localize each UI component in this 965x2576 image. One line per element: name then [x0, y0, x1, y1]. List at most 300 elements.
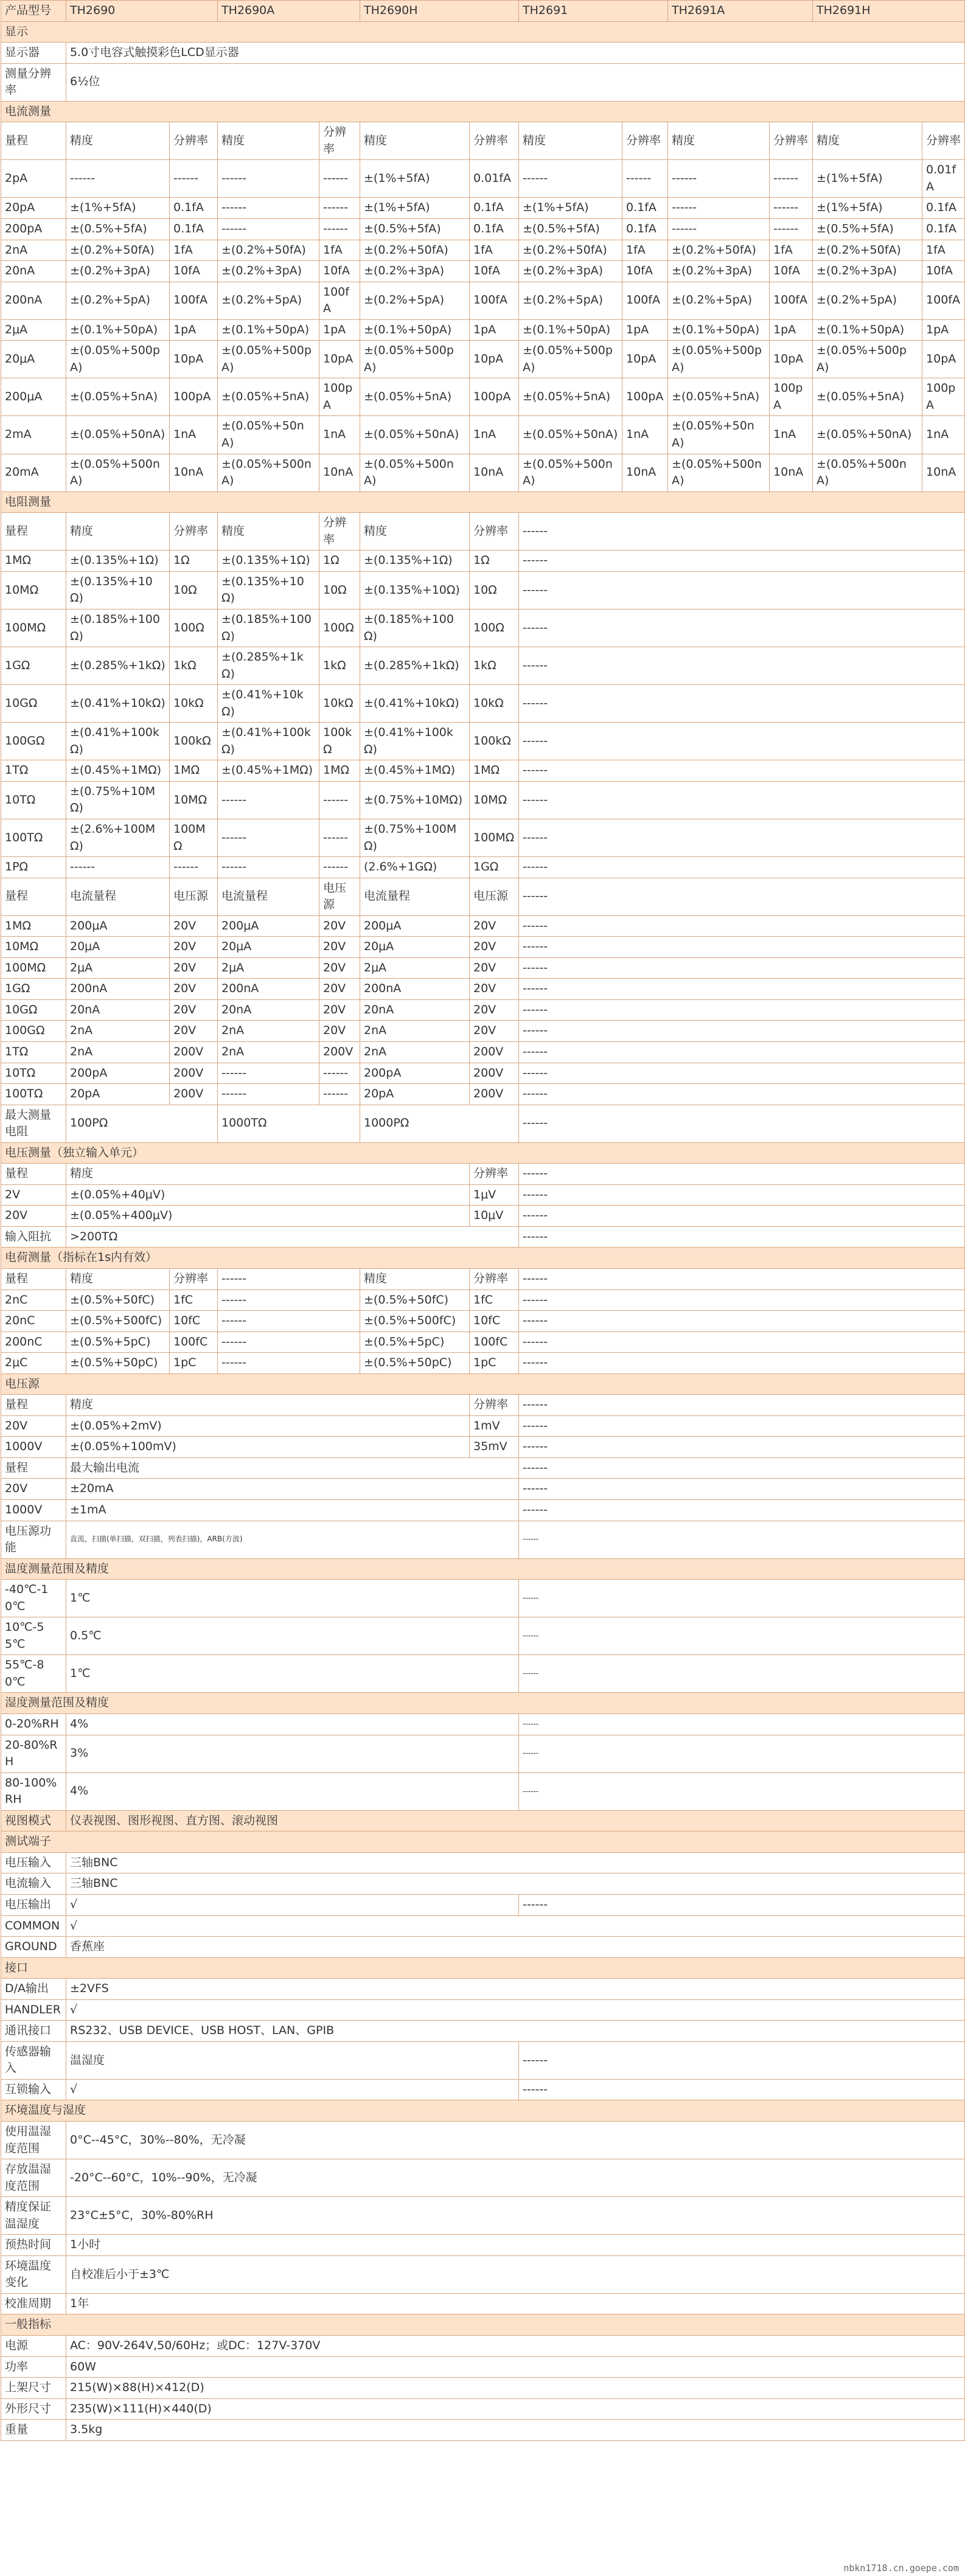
spec-value-cell: 1μV [470, 1184, 519, 1206]
spec-value-cell: 20pA [360, 1084, 470, 1105]
spec-value-cell: 100fA [470, 282, 519, 319]
spec-value-cell: 100fA [170, 282, 218, 319]
spec-value-cell: 10kΩ [170, 685, 218, 723]
spec-value-cell: ------ [319, 857, 360, 878]
row-label-cell: 功率 [1, 2356, 66, 2378]
spec-row [1, 1184, 965, 1206]
row-label-cell: 2μA [1, 319, 66, 341]
spec-value-cell: ±(0.05%+500pA) [218, 341, 319, 378]
spec-value-cell: 1fA [770, 240, 813, 261]
spec-value-cell: ±(0.45%+1MΩ) [360, 760, 470, 782]
spec-row [1, 760, 965, 782]
row-label-cell: 10TΩ [1, 1063, 66, 1084]
spec-value-cell: 5.0寸电容式触摸彩色LCD显示器 [66, 43, 965, 64]
spec-value-cell: 100fA [922, 282, 965, 319]
spec-row [1, 1580, 965, 1617]
spec-value-cell: 200V [170, 1084, 218, 1105]
spec-value-cell: 1000PΩ [360, 1105, 519, 1142]
spec-value-cell: 200V [470, 1041, 519, 1063]
spec-value-cell: 200V [470, 1063, 519, 1084]
section-header-row [1, 1831, 965, 1853]
spec-value-cell: ±(0.05%+5nA) [519, 378, 622, 416]
spec-value-cell: ------ [319, 198, 360, 219]
row-label-cell: 电压输入 [1, 1852, 66, 1873]
spec-value-cell: ±(0.1%+50pA) [218, 319, 319, 341]
spec-value-cell: 1fA [319, 240, 360, 261]
spec-row [1, 1617, 965, 1655]
spec-row [1, 2398, 965, 2420]
spec-value-cell: 100PΩ [66, 1105, 218, 1142]
spec-value-cell: ------ [519, 1772, 965, 1810]
spec-value-cell: TH2691H [813, 1, 965, 22]
row-label-cell: 互锁输入 [1, 2079, 66, 2100]
spec-value-cell: ±(0.285%+1kΩ) [218, 647, 319, 685]
spec-value-cell: 分辨率 [922, 122, 965, 160]
spec-value-cell: 分辨率 [770, 122, 813, 160]
spec-value-cell: ------ [770, 198, 813, 219]
spec-value-cell: 温湿度 [66, 2041, 519, 2079]
spec-row [1, 513, 965, 550]
spec-value-cell: ±(0.1%+50pA) [66, 319, 170, 341]
row-label-cell: 10TΩ [1, 781, 66, 819]
spec-value-cell: ------ [218, 1331, 360, 1353]
row-label-cell: 1MΩ [1, 915, 66, 937]
spec-row [1, 2255, 965, 2293]
row-label-cell: HANDLER [1, 1999, 66, 2021]
spec-value-cell: ±(0.2%+5pA) [66, 282, 170, 319]
spec-value-cell: 20V [470, 937, 519, 958]
spec-value-cell: ------ [519, 1714, 965, 1735]
spec-row [1, 1269, 965, 1290]
spec-value-cell: ------ [519, 1457, 965, 1479]
spec-value-cell: 1pA [170, 319, 218, 341]
spec-value-cell: ------ [519, 609, 965, 647]
row-label-cell: GROUND [1, 1937, 66, 1958]
spec-value-cell: ------ [519, 1226, 965, 1248]
spec-value-cell: ------ [218, 1353, 360, 1374]
spec-value-cell: ±(0.185%+100Ω) [66, 609, 170, 647]
spec-value-cell: 1nA [922, 416, 965, 454]
row-label-cell: 通讯接口 [1, 2021, 66, 2042]
spec-value-cell: ------ [519, 1735, 965, 1772]
spec-row [1, 1999, 965, 2021]
spec-value-cell: -20°C--60°C，10%--90%，无冷凝 [66, 2159, 965, 2197]
spec-value-cell: 20μA [218, 937, 319, 958]
spec-value-cell: 10fC [470, 1311, 519, 1332]
row-label-cell: 测试端子 [1, 1831, 965, 1853]
spec-value-cell: 10kΩ [319, 685, 360, 723]
section-header-row [1, 1142, 965, 1164]
row-label-cell: 显示器 [1, 43, 66, 64]
spec-row [1, 1979, 965, 2000]
spec-value-cell: 4% [66, 1714, 519, 1735]
spec-value-cell: ------ [66, 160, 170, 198]
spec-value-cell: 10MΩ [470, 781, 519, 819]
spec-value-cell: ±(1%+5fA) [360, 198, 470, 219]
spec-value-cell: ±(0.2%+50fA) [813, 240, 922, 261]
spec-value-cell: TH2690 [66, 1, 218, 22]
spec-row [1, 198, 965, 219]
spec-row [1, 454, 965, 491]
spec-value-cell: ±(0.05%+500pA) [813, 341, 922, 378]
spec-row [1, 416, 965, 454]
spec-value-cell: 20V [470, 915, 519, 937]
row-label-cell: 外形尺寸 [1, 2398, 66, 2420]
spec-row [1, 2197, 965, 2235]
spec-value-cell: ±(0.185%+100Ω) [360, 609, 470, 647]
spec-value-cell: 200pA [66, 1063, 170, 1084]
section-header-row [1, 2314, 965, 2336]
spec-row [1, 2041, 965, 2079]
row-label-cell: -40℃-10℃ [1, 1580, 66, 1617]
spec-value-cell: ±(0.5%+5fA) [519, 219, 622, 240]
spec-value-cell: 10nA [922, 454, 965, 491]
spec-value-cell: 10pA [319, 341, 360, 378]
row-label-cell: 电压源 [1, 1373, 965, 1395]
spec-row [1, 2356, 965, 2378]
spec-row [1, 979, 965, 1000]
spec-value-cell: ±(0.05%+500pA) [519, 341, 622, 378]
row-label-cell: 电源 [1, 2335, 66, 2356]
spec-value-cell: 10pA [170, 341, 218, 378]
spec-value-cell: ------ [218, 1269, 360, 1290]
spec-value-cell: 100MΩ [170, 819, 218, 856]
spec-value-cell: ±(0.2%+3pA) [66, 261, 170, 282]
spec-value-cell: 1pA [622, 319, 668, 341]
spec-value-cell: 200μA [360, 915, 470, 937]
spec-value-cell: √ [66, 1894, 519, 1915]
spec-table-body [1, 1, 965, 2441]
spec-value-cell: ------ [519, 1353, 965, 1374]
spec-value-cell: ±(0.05%+2mV) [66, 1415, 470, 1437]
spec-value-cell: TH2691 [519, 1, 668, 22]
spec-value-cell: 电流量程 [66, 878, 170, 915]
spec-value-cell: ±(0.41%+10kΩ) [66, 685, 170, 723]
spec-value-cell: 10μV [470, 1206, 519, 1227]
spec-value-cell: 0°C--45°C，30%--80%，无冷凝 [66, 2121, 965, 2159]
spec-value-cell: 精度 [360, 122, 470, 160]
spec-value-cell: 20V [170, 999, 218, 1021]
row-label-cell: 1000V [1, 1500, 66, 1521]
spec-value-cell: ------ [519, 957, 965, 979]
spec-value-cell: 精度 [813, 122, 922, 160]
row-label-cell: 湿度测量范围及精度 [1, 1693, 965, 1714]
spec-row [1, 1395, 965, 1416]
spec-row [1, 282, 965, 319]
spec-row [1, 1500, 965, 1521]
spec-row [1, 1894, 965, 1915]
row-label-cell: 10MΩ [1, 571, 66, 609]
row-label-cell: 20V [1, 1479, 66, 1500]
spec-value-cell: 分辨率 [470, 1269, 519, 1290]
spec-value-cell: ------ [770, 219, 813, 240]
spec-row [1, 647, 965, 685]
spec-row [1, 915, 965, 937]
spec-value-cell: 1nA [170, 416, 218, 454]
spec-row [1, 1457, 965, 1479]
spec-value-cell: 分辨率 [170, 513, 218, 550]
spec-value-cell: ±(1%+5fA) [813, 160, 922, 198]
section-header-row [1, 1810, 965, 1831]
spec-value-cell: 100pA [470, 378, 519, 416]
spec-value-cell: ------ [519, 1415, 965, 1437]
row-label-cell: 预热时间 [1, 2235, 66, 2256]
spec-row [1, 1937, 965, 1958]
spec-value-cell: 精度 [66, 1164, 470, 1185]
spec-value-cell: 分辨率 [319, 122, 360, 160]
row-label-cell: 量程 [1, 1457, 66, 1479]
spec-row [1, 1479, 965, 1500]
spec-value-cell: 分辨率 [170, 122, 218, 160]
spec-value-cell: 1kΩ [319, 647, 360, 685]
row-label-cell: 80-100%RH [1, 1772, 66, 1810]
spec-row [1, 319, 965, 341]
row-label-cell: 电阻测量 [1, 491, 965, 513]
spec-value-cell: 10pA [622, 341, 668, 378]
section-header-row [1, 1248, 965, 1269]
spec-value-cell: ±(0.41%+10kΩ) [218, 685, 319, 723]
spec-value-cell: 1MΩ [170, 760, 218, 782]
spec-value-cell: ±(1%+5fA) [813, 198, 922, 219]
spec-value-cell: 20V [170, 979, 218, 1000]
spec-value-cell: 1pC [170, 1353, 218, 1374]
spec-value-cell: ------ [519, 1617, 965, 1655]
spec-value-cell: ±(0.5%+5pC) [360, 1331, 470, 1353]
row-label-cell: 20pA [1, 198, 66, 219]
spec-value-cell: 3.5kg [66, 2420, 965, 2441]
row-label-cell: 55℃-80℃ [1, 1655, 66, 1693]
row-label-cell: 20mA [1, 454, 66, 491]
spec-value-cell: ------ [519, 1164, 965, 1185]
spec-value-cell: 0.1fA [470, 198, 519, 219]
spec-value-cell: 1nA [319, 416, 360, 454]
row-label-cell: 200μA [1, 378, 66, 416]
spec-value-cell: ------ [519, 1063, 965, 1084]
spec-row [1, 1105, 965, 1142]
spec-value-cell: ------ [519, 915, 965, 937]
row-label-cell: 100GΩ [1, 1021, 66, 1042]
spec-row [1, 685, 965, 723]
row-label-cell: 视图模式 [1, 1810, 66, 1831]
spec-value-cell: ------ [622, 160, 668, 198]
spec-value-cell: ±(0.135%+1Ω) [360, 550, 470, 572]
row-label-cell: 量程 [1, 878, 66, 915]
row-label-cell: 最大测量电阻 [1, 1105, 66, 1142]
spec-value-cell: ------ [519, 878, 965, 915]
row-label-cell: 一般指标 [1, 2314, 965, 2336]
spec-value-cell: 100fC [470, 1331, 519, 1353]
spec-value-cell: 35mV [470, 1437, 519, 1458]
spec-row [1, 609, 965, 647]
spec-value-cell: ±(0.2%+50fA) [668, 240, 770, 261]
spec-row [1, 219, 965, 240]
row-label-cell: 1000V [1, 1437, 66, 1458]
spec-value-cell: ------ [519, 1521, 965, 1558]
section-header-row [1, 1373, 965, 1395]
spec-value-cell: ------ [519, 1269, 965, 1290]
spec-value-cell: ±(0.05%+5nA) [66, 378, 170, 416]
spec-value-cell: ±(0.2%+50fA) [360, 240, 470, 261]
spec-value-cell: 自校准后小于±3℃ [66, 2255, 965, 2293]
spec-row [1, 2121, 965, 2159]
spec-value-cell: ±(0.41%+10kΩ) [360, 685, 470, 723]
spec-value-cell: 1Ω [170, 550, 218, 572]
spec-value-cell: TH2691A [668, 1, 813, 22]
row-label-cell: 上架尺寸 [1, 2378, 66, 2399]
spec-value-cell: ±(0.05%+5nA) [218, 378, 319, 416]
spec-value-cell: ±(0.285%+1kΩ) [360, 647, 470, 685]
spec-value-cell: 100fA [770, 282, 813, 319]
row-label-cell: 温度测量范围及精度 [1, 1558, 965, 1580]
spec-value-cell: ±(1%+5fA) [519, 198, 622, 219]
spec-value-cell: ±(0.2%+5pA) [813, 282, 922, 319]
spec-value-cell: 20V [319, 999, 360, 1021]
row-label-cell: 电流测量 [1, 101, 965, 122]
spec-value-cell: ------ [519, 1437, 965, 1458]
spec-value-cell: ------ [519, 1331, 965, 1353]
spec-value-cell: 精度 [66, 122, 170, 160]
spec-value-cell: 1Ω [470, 550, 519, 572]
spec-value-cell: ------ [519, 937, 965, 958]
row-label-cell: 1TΩ [1, 1041, 66, 1063]
spec-value-cell: ±(0.05%+50nA) [813, 416, 922, 454]
spec-value-cell: 2μA [218, 957, 319, 979]
spec-value-cell: AC：90V-264V,50/60Hz；或DC：127V-370V [66, 2335, 965, 2356]
spec-value-cell: ±(0.05%+400μV) [66, 1206, 470, 1227]
spec-value-cell: ------ [519, 647, 965, 685]
spec-value-cell: ------ [668, 160, 770, 198]
spec-value-cell: 1pA [319, 319, 360, 341]
spec-value-cell: 100fC [170, 1331, 218, 1353]
row-label-cell: 显示 [1, 21, 965, 43]
spec-row [1, 1714, 965, 1735]
spec-value-cell: 20V [319, 1021, 360, 1042]
spec-value-cell: ±(0.5%+500fC) [66, 1311, 170, 1332]
spec-value-cell: 20V [170, 957, 218, 979]
spec-value-cell: 10fA [770, 261, 813, 282]
spec-value-cell: 10pA [470, 341, 519, 378]
spec-row [1, 2159, 965, 2197]
spec-value-cell: ±(0.1%+50pA) [813, 319, 922, 341]
spec-value-cell: 1fA [622, 240, 668, 261]
spec-value-cell: 10fA [319, 261, 360, 282]
spec-value-cell: 0.01fA [922, 160, 965, 198]
row-label-cell: 1MΩ [1, 550, 66, 572]
spec-value-cell: 10pA [770, 341, 813, 378]
row-label-cell: 量程 [1, 1269, 66, 1290]
spec-value-cell: 20V [170, 937, 218, 958]
spec-row [1, 63, 965, 101]
spec-value-cell: ------ [519, 819, 965, 856]
spec-value-cell: 100pA [770, 378, 813, 416]
spec-table [1, 0, 965, 2441]
spec-value-cell: 分辨率 [470, 122, 519, 160]
row-label-cell: 电压输出 [1, 1894, 66, 1915]
row-label-cell: 1GΩ [1, 979, 66, 1000]
spec-value-cell: 1pA [770, 319, 813, 341]
spec-value-cell: 1fA [922, 240, 965, 261]
row-label-cell: 传感器输入 [1, 2041, 66, 2079]
spec-value-cell: ±(0.05%+40μV) [66, 1184, 470, 1206]
spec-value-cell: 1fA [170, 240, 218, 261]
spec-value-cell: 200μA [218, 915, 319, 937]
spec-value-cell: 1nA [770, 416, 813, 454]
spec-value-cell: ------ [519, 2079, 965, 2100]
spec-value-cell: 1fC [170, 1290, 218, 1311]
spec-value-cell: ±(0.1%+50pA) [668, 319, 770, 341]
spec-value-cell: 200V [170, 1063, 218, 1084]
spec-value-cell: ±2VFS [66, 1979, 965, 2000]
spec-value-cell: 10nA [770, 454, 813, 491]
spec-value-cell: ±(0.285%+1kΩ) [66, 647, 170, 685]
spec-value-cell: 10pA [922, 341, 965, 378]
spec-value-cell: ±(0.05%+5nA) [668, 378, 770, 416]
spec-value-cell: 精度 [66, 1269, 170, 1290]
spec-value-cell: ------ [519, 1105, 965, 1142]
spec-value-cell: ------ [218, 781, 319, 819]
spec-value-cell: 20pA [66, 1084, 170, 1105]
spec-value-cell: 10fA [470, 261, 519, 282]
row-label-cell: 20μA [1, 341, 66, 378]
spec-value-cell: 精度 [66, 1395, 470, 1416]
spec-value-cell: ±(2.6%+100MΩ) [66, 819, 170, 856]
row-label-cell: 10GΩ [1, 999, 66, 1021]
spec-value-cell: ------ [218, 1290, 360, 1311]
spec-value-cell: ------ [519, 1041, 965, 1063]
spec-value-cell: ±(0.5%+50fC) [66, 1290, 170, 1311]
row-label-cell: 100TΩ [1, 819, 66, 856]
spec-value-cell: 200nA [218, 979, 319, 1000]
spec-value-cell: 2nA [218, 1021, 319, 1042]
row-label-cell: 电荷测量（指标在1s内有效） [1, 1248, 965, 1269]
row-label-cell: 接口 [1, 1957, 965, 1979]
spec-row [1, 819, 965, 856]
spec-value-cell: ±(0.185%+100Ω) [218, 609, 319, 647]
spec-value-cell: ------ [519, 999, 965, 1021]
spec-value-cell: ------ [519, 1894, 965, 1915]
spec-value-cell: 0.1fA [170, 198, 218, 219]
spec-value-cell: 100pA [922, 378, 965, 416]
spec-value-cell: 6½位 [66, 63, 965, 101]
spec-value-cell: ±(0.05%+500pA) [66, 341, 170, 378]
row-label-cell: 100MΩ [1, 609, 66, 647]
spec-row [1, 240, 965, 261]
spec-value-cell: 200pA [360, 1063, 470, 1084]
spec-value-cell: 215(W)×88(H)×412(D) [66, 2378, 965, 2399]
spec-row [1, 1852, 965, 1873]
spec-row [1, 1873, 965, 1895]
spec-value-cell: 电压源 [319, 878, 360, 915]
spec-value-cell: TH2690H [360, 1, 519, 22]
section-header-row [1, 101, 965, 122]
spec-value-cell: ------ [519, 1395, 965, 1416]
row-label-cell: 环境温度与湿度 [1, 2100, 965, 2122]
spec-value-cell: 10nA [319, 454, 360, 491]
spec-row [1, 1290, 965, 1311]
spec-value-cell: ------ [519, 550, 965, 572]
spec-value-cell: ±(1%+5fA) [360, 160, 470, 198]
spec-value-cell: 仪表视图、图形视图、直方图、滚动视图 [66, 1810, 965, 1831]
spec-value-cell: 100Ω [470, 609, 519, 647]
spec-value-cell: ±(0.05%+500nA) [519, 454, 622, 491]
spec-row [1, 1206, 965, 1227]
spec-row [1, 2378, 965, 2399]
row-label-cell: 电压测量（独立输入单元） [1, 1142, 965, 1164]
spec-value-cell: ------ [218, 819, 319, 856]
spec-value-cell: ±(0.05%+50nA) [360, 416, 470, 454]
spec-row [1, 341, 965, 378]
row-label-cell: 电压源功能 [1, 1521, 66, 1558]
